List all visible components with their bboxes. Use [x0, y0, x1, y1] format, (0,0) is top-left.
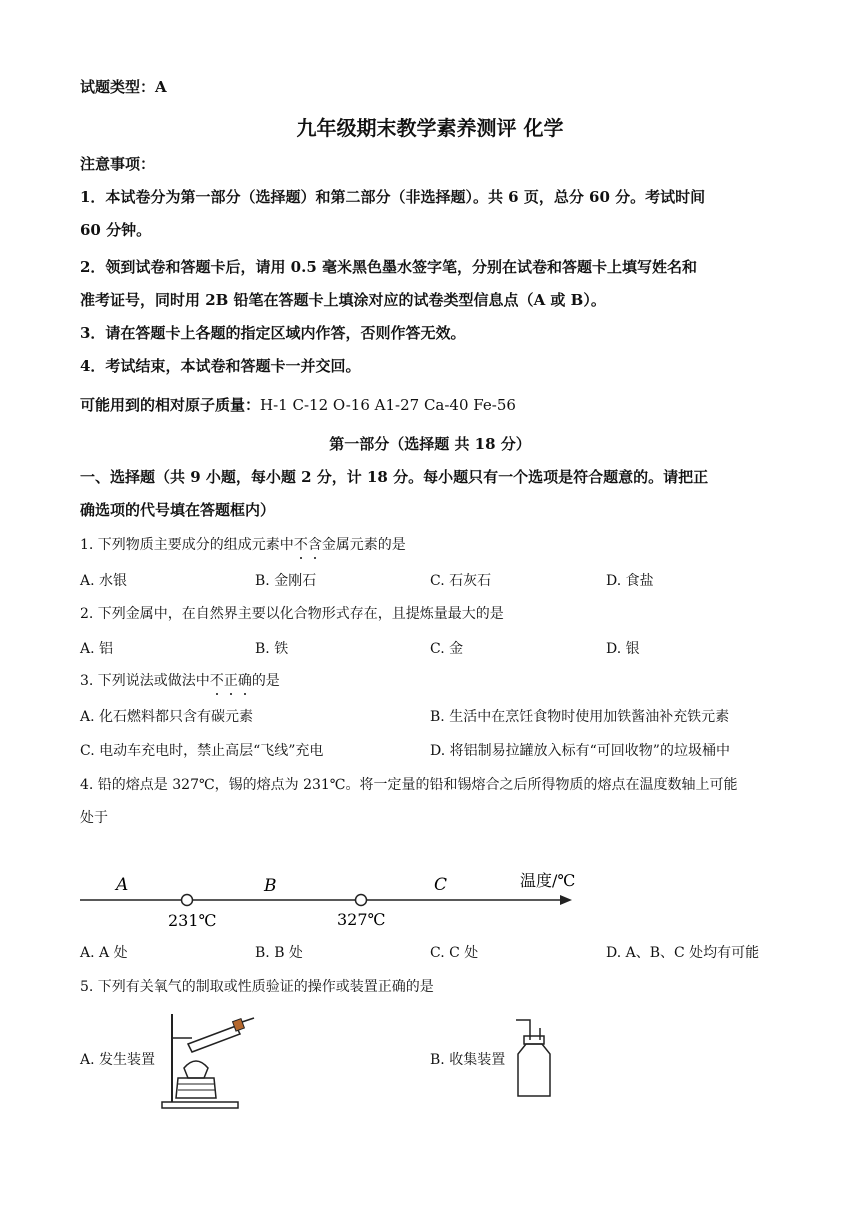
q2-option-a[interactable]: A. 铝 [80, 641, 114, 657]
notice-item-1-line-2: 60 分钟。 [80, 221, 152, 239]
inlet-tube [516, 1020, 530, 1040]
axis-region-c: C [434, 875, 448, 895]
question-1-stem [80, 534, 406, 554]
q3-option-c[interactable]: C. 电动车充电时，禁止高层“飞线”充电 [80, 743, 324, 759]
q3-emphasis-char: 正 [224, 670, 238, 690]
lamp-detail [178, 1084, 215, 1090]
q1-stem-post: 金属元素的是 [321, 537, 406, 553]
notice-item-4: 4．考试结束，本试卷和答题卡一并交回。 [80, 357, 361, 375]
q1-emphasis-char: 不 [294, 534, 308, 554]
q2-option-b[interactable]: B. 铁 [255, 641, 289, 657]
notice-item-3: 3．请在答题卡上各题的指定区域内作答，否则作答无效。 [80, 324, 466, 342]
stopper [233, 1019, 245, 1031]
question-2-stem: 2. 下列金属中，在自然界主要以化合物形式存在，且提炼量最大的是 [80, 606, 504, 622]
axis-tick-327: 327℃ [337, 910, 386, 929]
q1-emphasis-char: 含 [308, 534, 322, 554]
question-3-stem [80, 670, 280, 690]
q1-option-c[interactable]: C. 石灰石 [430, 573, 492, 589]
axis-point-231 [182, 895, 193, 906]
notice-heading: 注意事项： [80, 155, 156, 173]
temperature-axis-diagram [80, 862, 580, 932]
q4-option-d[interactable]: D. A、B、C 处均有可能 [606, 945, 760, 961]
axis-region-b: B [264, 876, 277, 896]
q3-stem-pre: 3. 下列说法或做法中 [80, 673, 210, 689]
part1-heading: 第一部分（选择题 共 18 分） [329, 435, 531, 453]
q3-option-a[interactable]: A. 化石燃料都只含有碳元素 [80, 709, 254, 725]
q1-option-b[interactable]: B. 金刚石 [255, 573, 317, 589]
atomic-masses-label: 可能用到的相对原子质量： [80, 396, 261, 414]
question-4-stem-line-1: 4. 铅的熔点是 327℃，锡的熔点为 231℃。将一定量的铅和锡熔合之后所得物质的熔点在温度数轴上可能 [80, 777, 738, 793]
alcohol-lamp [176, 1078, 216, 1098]
notice-item-1-line-1: 1．本试卷分为第一部分（选择题）和第二部分（非选择题）。共 6 页，总分 60 分。考试时间 [80, 188, 706, 206]
axis-point-327 [356, 895, 367, 906]
bottle-stopper [524, 1036, 544, 1044]
question-4-stem-line-2: 处于 [80, 810, 108, 826]
atomic-masses-values: H-1 C-12 O-16 A1-27 Ca-40 Fe-56 [260, 396, 516, 414]
gas-collection-bottle-image [510, 1014, 556, 1100]
q1-option-a[interactable]: A. 水银 [80, 573, 128, 589]
axis-tick-231: 231℃ [168, 911, 217, 930]
exam-type: 试题类型：A [80, 78, 167, 96]
section-heading-line-1: 一、选择题（共 9 小题，每小题 2 分，计 18 分。每小题只有一个选项是符合题意的。请把正 [80, 468, 709, 486]
bottle-body [518, 1044, 550, 1096]
q5-option-a[interactable]: A. 发生装置 [80, 1052, 156, 1068]
notice-item-2-line-1: 2．领到试卷和答题卡后，请用 0.5 毫米黑色墨水签字笔，分别在试卷和答题卡上填写姓名和 [80, 258, 697, 276]
q3-option-b[interactable]: B. 生活中在烹饪食物时使用加铁酱油补充铁元素 [430, 709, 730, 725]
q1-stem-pre: 1. 下列物质主要成分的组成元素中 [80, 537, 294, 553]
q5-option-b[interactable]: B. 收集装置 [430, 1052, 506, 1068]
q4-option-c[interactable]: C. C 处 [430, 945, 479, 961]
axis-region-a: A [116, 875, 129, 895]
q4-option-a[interactable]: A. A 处 [80, 945, 128, 961]
q2-option-d[interactable]: D. 银 [606, 641, 640, 657]
delivery-tube [242, 1018, 254, 1022]
section-heading-line-2: 确选项的代号填在答题框内） [80, 501, 276, 519]
q2-option-c[interactable]: C. 金 [430, 641, 464, 657]
gas-generation-apparatus-image [158, 1008, 258, 1112]
question-5-stem: 5. 下列有关氧气的制取或性质验证的操作或装置正确的是 [80, 979, 434, 995]
q3-option-d[interactable]: D. 将铝制易拉罐放入标有“可回收物”的垃圾桶中 [430, 743, 730, 759]
q3-stem-post: 的是 [251, 673, 280, 689]
q1-option-d[interactable]: D. 食盐 [606, 573, 654, 589]
test-tube [188, 1026, 240, 1052]
q4-option-b[interactable]: B. B 处 [255, 945, 303, 961]
q3-emphasis-char: 确 [238, 670, 252, 690]
notice-item-2-line-2: 准考证号，同时用 2B 铅笔在答题卡上填涂对应的试卷类型信息点（A 或 B）。 [80, 291, 606, 309]
q3-emphasis-char: 不 [210, 670, 224, 690]
axis-arrow [560, 895, 572, 905]
atomic-masses [80, 394, 516, 415]
stand-base [162, 1102, 238, 1108]
flame [184, 1061, 208, 1078]
axis-label: 温度/℃ [520, 871, 576, 890]
page-title: 九年级期末教学素养测评 化学 [296, 116, 564, 140]
